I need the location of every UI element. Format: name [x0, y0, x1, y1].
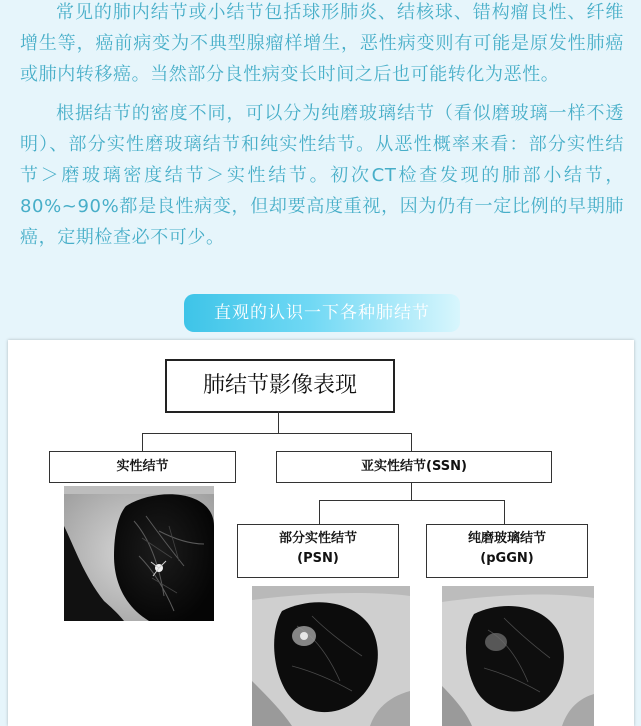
connector-to-subsolid: [411, 433, 412, 451]
pggn-label-line2: (pGGN): [480, 551, 534, 566]
psn-label-box: [237, 524, 399, 578]
connector-to-psn: [319, 500, 320, 524]
connector-to-pggn: [504, 500, 505, 524]
connector-to-solid: [142, 433, 143, 451]
ct-image-pggn: [442, 586, 594, 726]
figure-title: 肺结节影像表现: [202, 373, 357, 398]
figure-title-box: [165, 359, 395, 413]
psn-label-line2: (PSN): [297, 551, 339, 566]
connector-sub-horizontal: [319, 500, 504, 501]
nodule-figure: [8, 340, 634, 726]
connector-title-down: [278, 411, 279, 433]
connector-subsolid-down: [411, 482, 412, 500]
ct-image-psn: [252, 586, 410, 726]
ct-image-solid-nodule: [64, 486, 214, 621]
paragraph-nodule-density: 根据结节的密度不同，可以分为纯磨玻璃结节（看似磨玻璃一样不透明）、部分实性磨玻璃结节和纯实性结节。从恶性概率来看：部分实性结节＞磨玻璃密度结节＞实性结节。初次CT检查发现的肺部小结节，80%~90%都是良性病变，但却要高度重视，因为仍有一定比例的早期肺癌，定期检查必不可少。: [20, 103, 624, 248]
solid-nodule-label: 实性结节: [116, 459, 169, 474]
nodule-diagram: [34, 346, 608, 726]
subsolid-nodule-label: 亚实性结节(SSN): [361, 459, 467, 474]
psn-label-line1: 部分实性结节: [278, 531, 357, 546]
subsolid-nodule-label-box: [276, 451, 552, 483]
solid-nodule-label-box: [49, 451, 236, 483]
paragraph-nodule-types: 常见的肺内结节或小结节包括球形肺炎、结核球、错构瘤良性、纤维增生等，癌前病变为不典型腺瘤样增生，恶性病变则有可能是原发性肺癌或肺内转移癌。当然部分良性病变长时间之后也可能转化为恶性。: [20, 2, 624, 85]
section-heading: 直观的认识一下各种肺结节: [184, 294, 460, 332]
connector-top-horizontal: [142, 433, 411, 434]
article-text: [20, 0, 624, 253]
pggn-label-line1: 纯磨玻璃结节: [467, 531, 546, 546]
pggn-label-box: [426, 524, 588, 578]
